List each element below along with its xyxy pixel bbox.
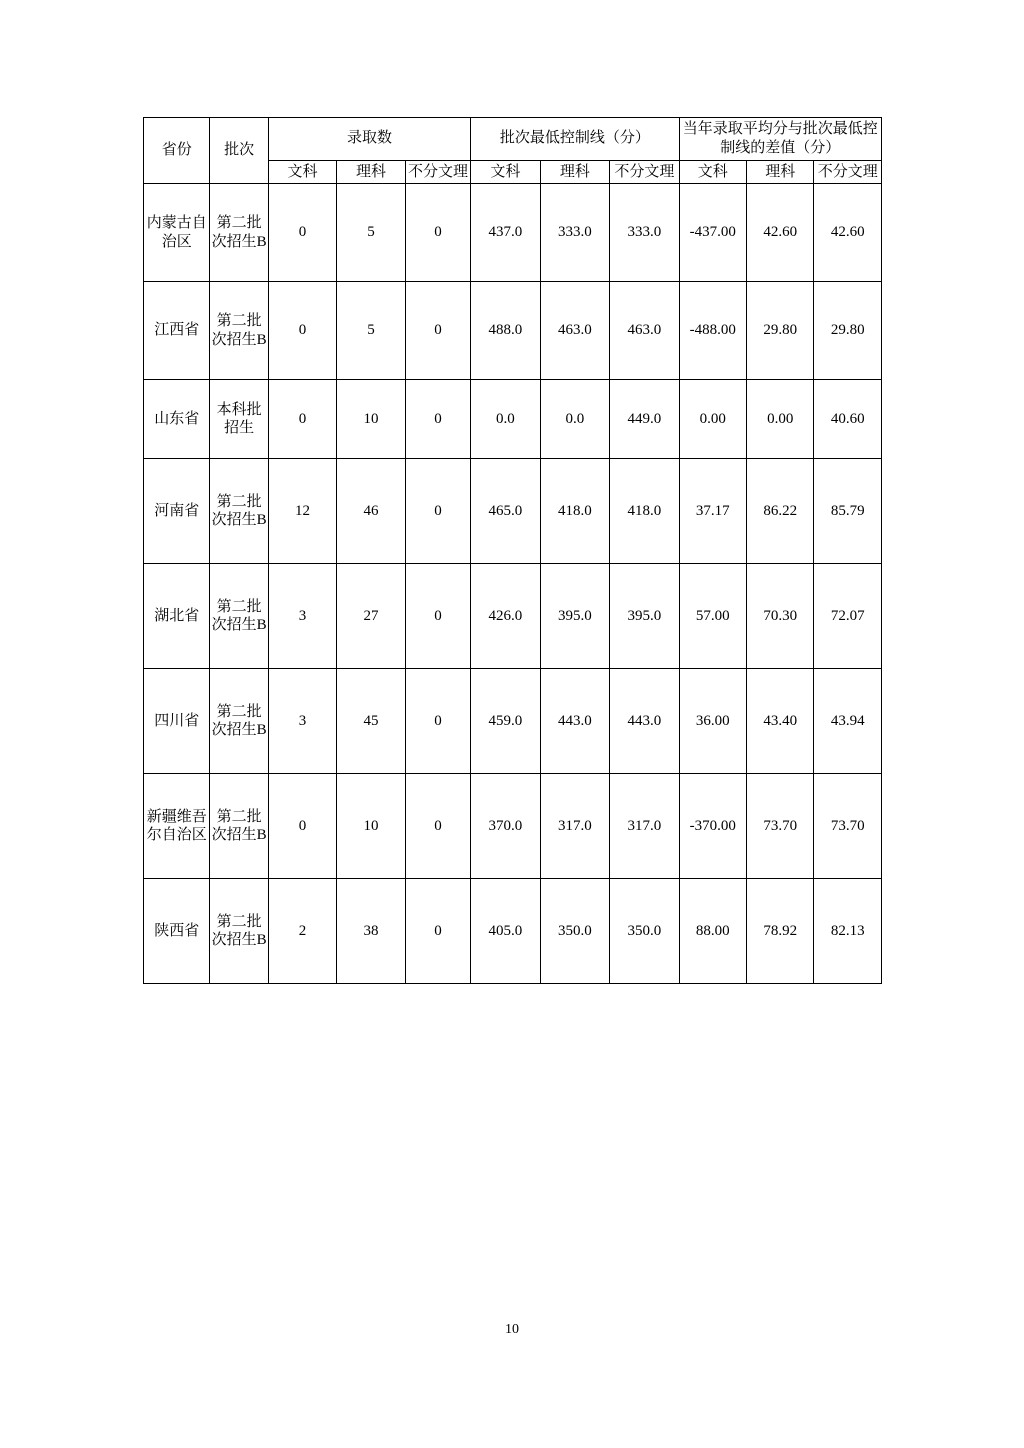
cell-province: 河南省 — [144, 459, 210, 564]
cell-minline-science: 333.0 — [540, 184, 609, 282]
cell-diff-science: 42.60 — [747, 184, 814, 282]
header-count-group: 录取数 — [268, 118, 470, 161]
header-minline-liberal: 文科 — [471, 160, 540, 184]
cell-diff-combined: 43.94 — [814, 669, 882, 774]
cell-minline-liberal: 426.0 — [471, 564, 540, 669]
cell-count-science: 10 — [337, 774, 405, 879]
cell-count-science: 27 — [337, 564, 405, 669]
cell-minline-combined: 463.0 — [610, 282, 679, 380]
header-min-line-group: 批次最低控制线（分） — [471, 118, 679, 161]
cell-province: 湖北省 — [144, 564, 210, 669]
cell-diff-liberal: 0.00 — [679, 380, 746, 459]
cell-count-liberal: 0 — [268, 774, 336, 879]
cell-count-combined: 0 — [405, 459, 470, 564]
cell-diff-liberal: 57.00 — [679, 564, 746, 669]
admission-score-table-wrapper — [143, 117, 882, 984]
cell-count-liberal: 0 — [268, 380, 336, 459]
cell-count-liberal: 0 — [268, 184, 336, 282]
header-diff-combined: 不分文理 — [814, 160, 882, 184]
cell-minline-combined: 449.0 — [610, 380, 679, 459]
cell-batch: 第二批次招生B — [210, 774, 268, 879]
cell-count-science: 5 — [337, 184, 405, 282]
cell-batch: 第二批次招生B — [210, 459, 268, 564]
cell-diff-combined: 29.80 — [814, 282, 882, 380]
cell-count-liberal: 2 — [268, 879, 336, 984]
cell-count-liberal: 0 — [268, 282, 336, 380]
header-diff-liberal: 文科 — [679, 160, 746, 184]
cell-minline-liberal: 465.0 — [471, 459, 540, 564]
cell-batch: 第二批次招生B — [210, 564, 268, 669]
cell-count-science: 45 — [337, 669, 405, 774]
header-count-combined: 不分文理 — [405, 160, 470, 184]
cell-province: 陕西省 — [144, 879, 210, 984]
cell-province: 江西省 — [144, 282, 210, 380]
cell-diff-combined: 42.60 — [814, 184, 882, 282]
cell-count-science: 10 — [337, 380, 405, 459]
header-minline-science: 理科 — [540, 160, 609, 184]
cell-minline-science: 418.0 — [540, 459, 609, 564]
table-body — [144, 184, 882, 984]
cell-batch: 第二批次招生B — [210, 184, 268, 282]
cell-minline-science: 350.0 — [540, 879, 609, 984]
header-diff-group: 当年录取平均分与批次最低控制线的差值（分） — [679, 118, 881, 161]
cell-count-liberal: 3 — [268, 669, 336, 774]
cell-count-combined: 0 — [405, 564, 470, 669]
cell-minline-combined: 317.0 — [610, 774, 679, 879]
admission-score-table — [143, 117, 882, 984]
header-province: 省份 — [144, 118, 210, 184]
cell-count-combined: 0 — [405, 282, 470, 380]
table-header — [144, 118, 882, 184]
cell-minline-combined: 418.0 — [610, 459, 679, 564]
cell-diff-combined: 85.79 — [814, 459, 882, 564]
cell-diff-science: 0.00 — [747, 380, 814, 459]
cell-diff-science: 43.40 — [747, 669, 814, 774]
cell-diff-liberal: -370.00 — [679, 774, 746, 879]
table-row — [144, 184, 882, 282]
cell-count-combined: 0 — [405, 774, 470, 879]
cell-count-combined: 0 — [405, 669, 470, 774]
cell-minline-science: 443.0 — [540, 669, 609, 774]
cell-diff-combined: 40.60 — [814, 380, 882, 459]
cell-province: 四川省 — [144, 669, 210, 774]
cell-count-combined: 0 — [405, 184, 470, 282]
cell-minline-combined: 395.0 — [610, 564, 679, 669]
cell-minline-science: 395.0 — [540, 564, 609, 669]
cell-minline-science: 0.0 — [540, 380, 609, 459]
table-row — [144, 380, 882, 459]
cell-count-science: 5 — [337, 282, 405, 380]
table-row — [144, 564, 882, 669]
table-row — [144, 459, 882, 564]
cell-diff-science: 78.92 — [747, 879, 814, 984]
cell-minline-liberal: 488.0 — [471, 282, 540, 380]
cell-count-liberal: 12 — [268, 459, 336, 564]
table-row — [144, 282, 882, 380]
cell-batch: 第二批次招生B — [210, 669, 268, 774]
cell-province: 内蒙古自治区 — [144, 184, 210, 282]
cell-diff-liberal: 37.17 — [679, 459, 746, 564]
header-batch: 批次 — [210, 118, 268, 184]
cell-diff-combined: 72.07 — [814, 564, 882, 669]
header-minline-combined: 不分文理 — [610, 160, 679, 184]
table-row — [144, 879, 882, 984]
cell-minline-liberal: 370.0 — [471, 774, 540, 879]
cell-batch: 第二批次招生B — [210, 879, 268, 984]
cell-diff-liberal: 36.00 — [679, 669, 746, 774]
cell-minline-combined: 443.0 — [610, 669, 679, 774]
page-number: 10 — [505, 1322, 519, 1337]
cell-minline-combined: 350.0 — [610, 879, 679, 984]
table-header-row-groups — [144, 118, 882, 161]
cell-diff-combined: 82.13 — [814, 879, 882, 984]
cell-diff-liberal: -488.00 — [679, 282, 746, 380]
cell-diff-liberal: 88.00 — [679, 879, 746, 984]
cell-minline-liberal: 405.0 — [471, 879, 540, 984]
cell-minline-science: 463.0 — [540, 282, 609, 380]
cell-minline-liberal: 459.0 — [471, 669, 540, 774]
cell-count-combined: 0 — [405, 879, 470, 984]
cell-minline-liberal: 0.0 — [471, 380, 540, 459]
cell-minline-science: 317.0 — [540, 774, 609, 879]
cell-diff-science: 29.80 — [747, 282, 814, 380]
cell-count-science: 46 — [337, 459, 405, 564]
header-diff-science: 理科 — [747, 160, 814, 184]
header-count-liberal: 文科 — [268, 160, 336, 184]
cell-minline-liberal: 437.0 — [471, 184, 540, 282]
table-row — [144, 669, 882, 774]
header-count-science: 理科 — [337, 160, 405, 184]
cell-count-science: 38 — [337, 879, 405, 984]
table-row — [144, 774, 882, 879]
cell-diff-science: 70.30 — [747, 564, 814, 669]
cell-minline-combined: 333.0 — [610, 184, 679, 282]
cell-province: 山东省 — [144, 380, 210, 459]
cell-count-combined: 0 — [405, 380, 470, 459]
cell-batch: 第二批次招生B — [210, 282, 268, 380]
cell-diff-combined: 73.70 — [814, 774, 882, 879]
cell-batch: 本科批招生 — [210, 380, 268, 459]
cell-diff-liberal: -437.00 — [679, 184, 746, 282]
cell-count-liberal: 3 — [268, 564, 336, 669]
cell-province: 新疆维吾尔自治区 — [144, 774, 210, 879]
cell-diff-science: 86.22 — [747, 459, 814, 564]
cell-diff-science: 73.70 — [747, 774, 814, 879]
